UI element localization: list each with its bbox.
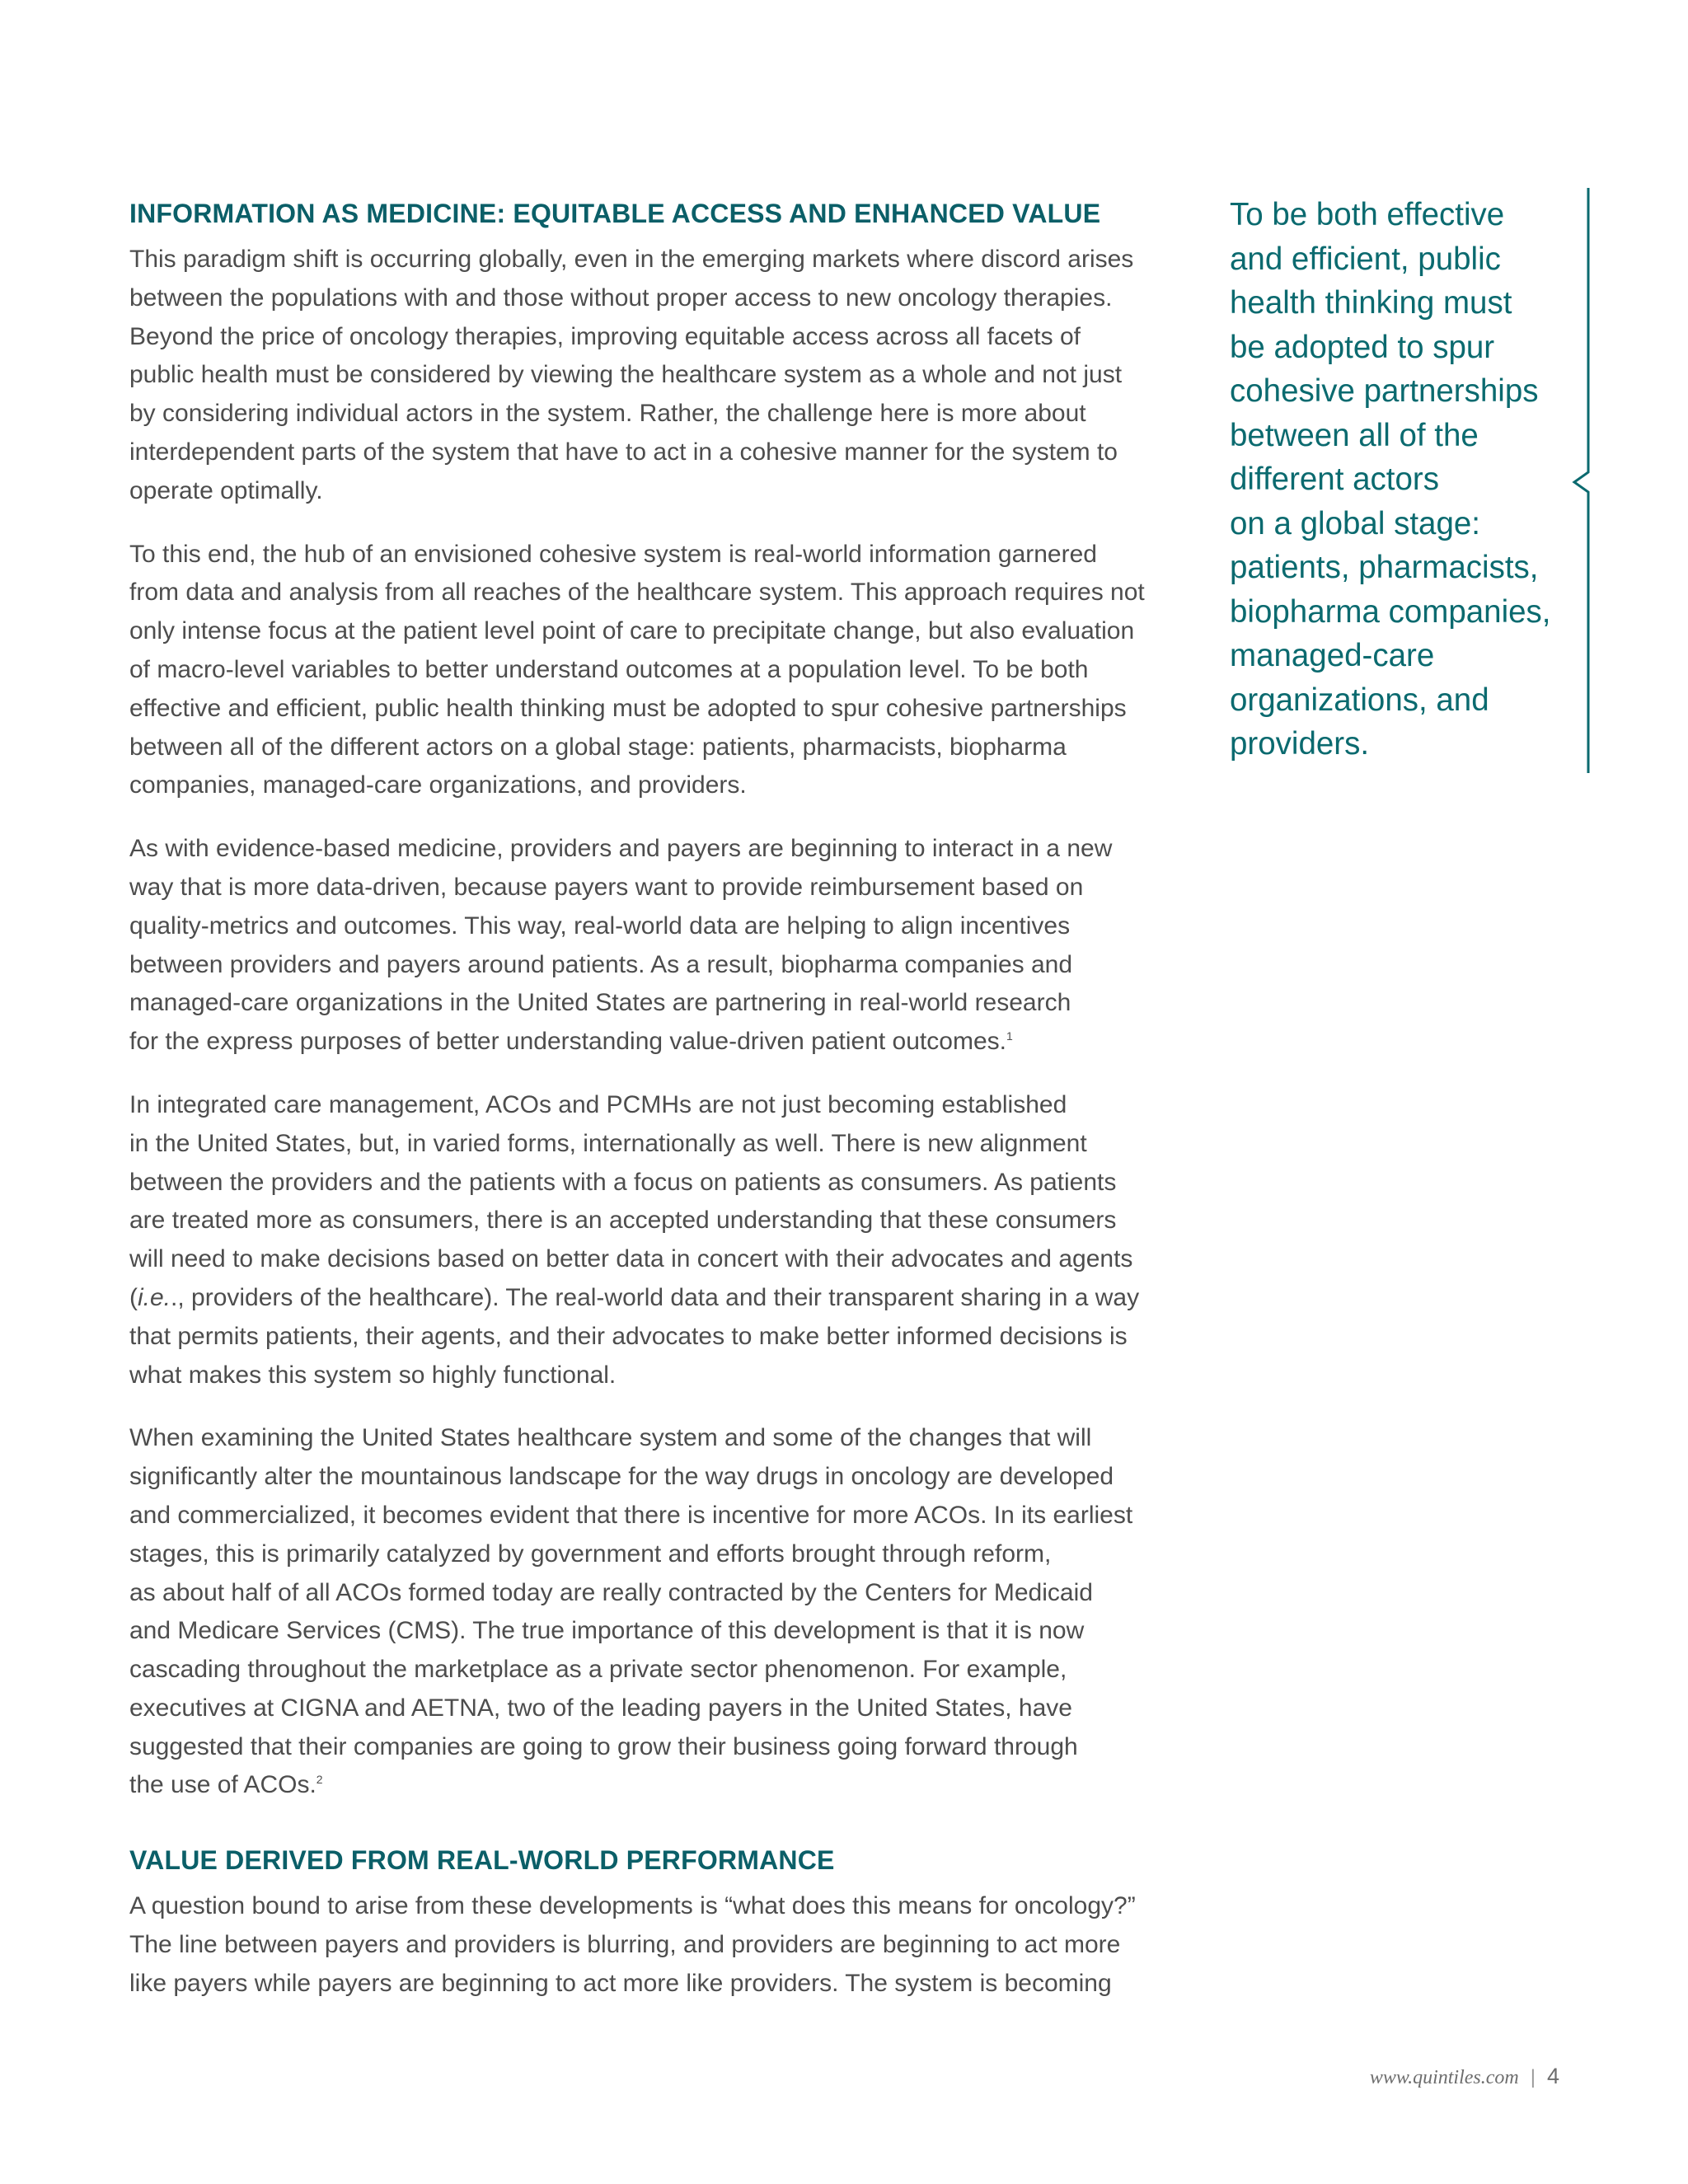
text-line: that permits patients, their agents, and their advocates to make better informed decisions is [129,1322,1128,1350]
footer-separator: | [1530,2066,1536,2088]
text-line: This paradigm shift is occurring globally, even in the emerging markets where discord arises [129,246,1134,273]
text-line: by considering individual actors in the system. Rather, the challenge here is more about [129,400,1086,428]
footer-url: www.quintiles.com [1369,2067,1519,2088]
pull-quote-line: different actors [1230,462,1439,497]
text-line: When examining the United States healthcare system and some of the changes that will [129,1424,1092,1452]
text-line: A question bound to arise from these developments is “what does this means for oncology?” [129,1892,1136,1920]
text-line: way that is more data-driven, because payers want to provide reimbursement based on [129,873,1084,901]
paragraph-3 [129,830,1193,1062]
text-line: executives at CIGNA and AETNA, two of the leading payers in the United States, have [129,1694,1072,1722]
text-line-content: ., providers of the healthcare). The real-world data and their transparent sharing in a way [171,1283,1140,1311]
section-heading-information-as-medicine: INFORMATION AS MEDICINE: EQUITABLE ACCESS AND ENHANCED VALUE [129,199,1101,228]
footnote-ref-2: 2 [316,1773,323,1787]
pull-quote-line: health thinking must [1230,285,1512,321]
text-line: and commercialized, it becomes evident that there is incentive for more ACOs. In its earliest [129,1501,1133,1529]
text-line: In integrated care management, ACOs and PCMHs are not just becoming established [129,1090,1067,1118]
text-line: between the providers and the patients with a focus on patients as consumers. As patients [129,1168,1117,1196]
text-line: cascading throughout the marketplace as a private sector phenomenon. For example, [129,1656,1067,1684]
pull-quote [1230,193,1576,766]
pull-quote-line: cohesive partnerships [1230,373,1539,409]
text-line: between all of the different actors on a global stage: patients, pharmacists, biopharma [129,733,1067,761]
pull-quote-line: managed-care [1230,638,1435,673]
pull-quote-line: between all of the [1230,417,1479,453]
text-line: of macro-level variables to better understand outcomes at a population level. To be both [129,655,1089,683]
text-line: The line between payers and providers is blurring, and providers are beginning to act more [129,1931,1121,1959]
main-column [129,194,1193,2028]
text-line: between providers and payers around patients. As a result, biopharma companies and [129,950,1073,978]
text-line: effective and efficient, public health thinking must be adopted to spur cohesive partnerships [129,694,1127,722]
text-line: between the populations with and those without proper access to new oncology therapies. [129,284,1113,312]
text-line: only intense focus at the patient level point of care to precipitate change, but also evaluation [129,617,1135,645]
text-line-content: the use of ACOs. [129,1771,316,1799]
paragraph-6 [129,1887,1193,2003]
text-line: as about half of all ACOs formed today are really contracted by the Centers for Medicaid [129,1578,1093,1606]
text-line: interdependent parts of the system that have to act in a cohesive manner for the system to [129,438,1118,466]
pull-quote-bracket-icon [1566,188,1599,773]
text-line: To this end, the hub of an envisioned cohesive system is real-world information garnered [129,540,1097,568]
text-line: like payers while payers are beginning to act more like providers. The system is becoming [129,1969,1112,1997]
text-line: quality-metrics and outcomes. This way, real-world data are helping to align incentives [129,912,1071,940]
text-line: operate optimally. [129,476,323,504]
text-line [129,1766,1193,1805]
pull-quote-line: biopharma companies, [1230,593,1551,630]
text-line: and Medicare Services (CMS). The true importance of this development is that it is now [129,1617,1085,1645]
text-line: managed-care organizations in the United States are partnering in real-world research [129,989,1071,1017]
page-number: 4 [1546,2064,1559,2088]
pull-quote-line: organizations, and [1230,682,1489,718]
text-line: companies, managed-care organizations, and providers. [129,771,747,799]
text-line [129,1279,1193,1318]
pull-quote-line: To be both effective [1230,197,1505,232]
text-line: stages, this is primarily catalyzed by government and efforts brought through reform, [129,1540,1052,1568]
text-line: will need to make decisions based on better data in concert with their advocates and agents [129,1245,1133,1273]
section-heading-value-derived: VALUE DERIVED FROM REAL-WORLD PERFORMANCE [129,1845,835,1876]
text-line: in the United States, but, in varied forms, internationally as well. There is new alignment [129,1129,1087,1157]
text-line: Beyond the price of oncology therapies, improving equitable access across all facets of [129,322,1081,350]
italic-ie: i.e. [138,1283,171,1311]
text-line: what makes this system so highly functional. [129,1361,617,1389]
text-line: significantly alter the mountainous landscape for the way drugs in oncology are developed [129,1463,1114,1491]
text-line: As with evidence-based medicine, providers and payers are beginning to interact in a new [129,835,1113,863]
text-line [129,1023,1193,1062]
pull-quote-line: on a global stage: [1230,505,1480,541]
paragraph-5 [129,1419,1193,1805]
pull-quote-line: be adopted to spur [1230,329,1495,365]
text-line: suggested that their companies are going to grow their business going forward through [129,1732,1078,1760]
page-footer [1370,2064,1559,2089]
pull-quote-line: and efficient, public [1230,241,1501,277]
paragraph-4 [129,1086,1193,1394]
text-line: public health must be considered by viewing the healthcare system as a whole and not just [129,361,1123,389]
pull-quote-line: providers. [1230,726,1370,762]
text-line: from data and analysis from all reaches of the healthcare system. This approach requires not [129,579,1145,607]
pull-quote-line: patients, pharmacists, [1230,550,1539,585]
footnote-ref-1: 1 [1006,1029,1013,1043]
paragraph-1 [129,241,1193,511]
text-line: are treated more as consumers, there is an accepted understanding that these consumers [129,1207,1117,1235]
text-line-content: for the express purposes of better understanding value-driven patient outcomes. [129,1028,1006,1056]
paragraph-2 [129,536,1193,806]
paren-open: ( [129,1283,138,1311]
